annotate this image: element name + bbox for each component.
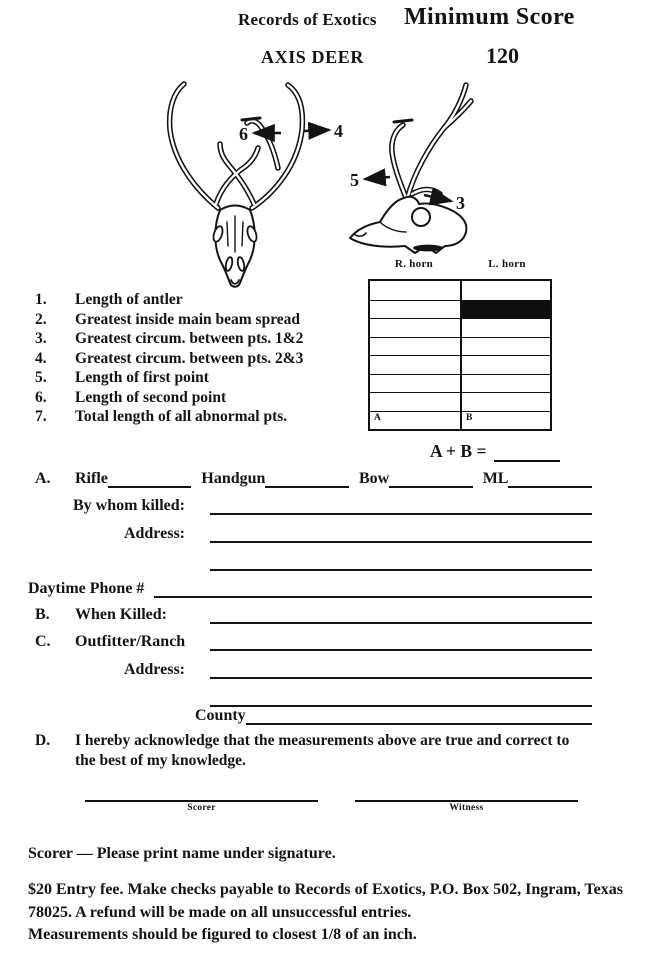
weapon-row xyxy=(35,469,592,488)
outfitter-ranch-label: Outfitter/Ranch xyxy=(75,632,186,650)
section-c-letter: C. xyxy=(35,632,51,650)
handgun-label: Handgun xyxy=(201,469,266,487)
score-cell[interactable] xyxy=(370,318,460,337)
list-item: 7. Total length of all abnormal pts. xyxy=(35,408,288,425)
total-b-cell[interactable] xyxy=(460,411,550,430)
score-cell[interactable] xyxy=(370,355,460,374)
hunter-address-row xyxy=(35,524,592,543)
by-whom-killed-field[interactable] xyxy=(210,496,592,515)
section-d-letter: D. xyxy=(35,732,51,749)
by-whom-killed-row xyxy=(35,496,592,515)
score-cell[interactable] xyxy=(370,281,460,300)
acknowledgement-section xyxy=(35,731,595,771)
bow-blank-field[interactable] xyxy=(389,469,473,488)
point-5-label: 5 xyxy=(350,170,359,190)
county-label: County xyxy=(195,706,246,724)
when-killed-label: When Killed: xyxy=(75,605,168,623)
score-cell[interactable] xyxy=(460,374,550,393)
outfitter-ranch-field[interactable] xyxy=(210,632,592,651)
witness-signature-caption: Witness xyxy=(449,803,484,813)
side-skull-illustration xyxy=(350,85,471,253)
county-row xyxy=(195,706,592,725)
witness-signature-field[interactable] xyxy=(355,786,578,802)
left-horn-column-header: L. horn xyxy=(488,258,526,270)
score-cell[interactable] xyxy=(370,392,460,411)
list-item: 6. Length of second point xyxy=(35,388,227,406)
bow-label: Bow xyxy=(358,469,390,487)
entry-fee-note: $20 Entry fee. Make checks payable to Records of Exotics, P.O. Box 502, Ingram, Texas 78025. A refund will be made on all unsuccessful entries. xyxy=(28,881,623,921)
measurement-definitions-list xyxy=(35,290,365,427)
list-item: 1. Length of antler xyxy=(35,291,183,308)
org-title: Records of Exotics xyxy=(238,10,377,29)
rifle-label: Rifle xyxy=(75,469,108,487)
sum-line xyxy=(430,441,560,462)
hunter-address-continued-row xyxy=(210,552,592,571)
score-cell[interactable] xyxy=(460,281,550,300)
rifle-blank-field[interactable] xyxy=(108,469,192,488)
scorer-signature-field[interactable] xyxy=(85,786,318,802)
right-horn-column-header: R. horn xyxy=(394,258,434,270)
outfitter-ranch-row xyxy=(35,632,592,651)
ml-blank-field[interactable] xyxy=(508,469,592,488)
hunter-address-label: Address: xyxy=(123,524,185,542)
handgun-blank-field[interactable] xyxy=(265,469,349,488)
daytime-phone-label: Daytime Phone # xyxy=(28,579,145,597)
measurement-precision-note: Measurements should be figured to closest 1/8 of an inch. xyxy=(28,926,417,943)
hunter-address-field[interactable] xyxy=(210,524,592,543)
front-skull-illustration xyxy=(170,84,303,287)
county-field[interactable] xyxy=(246,706,592,725)
ranch-address-field-2[interactable] xyxy=(210,688,592,707)
scorer-instruction-note: Scorer — Please print name under signature. xyxy=(28,845,336,862)
point-4-label: 4 xyxy=(334,121,343,141)
ranch-address-row xyxy=(35,660,592,679)
list-item: 2. Greatest inside main beam spread xyxy=(35,310,301,328)
score-cell[interactable] xyxy=(460,355,550,374)
when-killed-field[interactable] xyxy=(210,605,592,624)
list-item: 5. Length of first point xyxy=(35,369,209,386)
sum-blank-field[interactable] xyxy=(494,443,560,463)
ranch-address-label: Address: xyxy=(123,660,185,678)
daytime-phone-row xyxy=(28,579,592,598)
hunter-address-field-2[interactable] xyxy=(210,552,592,571)
total-a-label: A xyxy=(374,412,381,423)
total-a-cell[interactable] xyxy=(370,411,460,430)
witness-signature-block xyxy=(355,786,578,813)
acknowledgement-text: I hereby acknowledge that the measurements above are true and correct to the best of my knowledge. xyxy=(75,732,570,769)
sum-label: A + B = xyxy=(430,441,487,461)
score-entry-table xyxy=(368,279,552,431)
section-a-letter: A. xyxy=(35,469,51,487)
species-title: AXIS DEER xyxy=(261,47,364,67)
minimum-score-value: 120 xyxy=(486,43,519,68)
when-killed-row xyxy=(35,605,592,624)
score-cell[interactable] xyxy=(370,337,460,356)
ranch-address-continued-row xyxy=(210,688,592,707)
daytime-phone-field[interactable] xyxy=(154,579,592,598)
score-cell[interactable] xyxy=(370,300,460,319)
score-cell[interactable] xyxy=(460,392,550,411)
list-item: 3. Greatest circum. between pts. 1&2 xyxy=(35,330,304,347)
point-6-label: 6 xyxy=(239,124,248,144)
by-whom-killed-label: By whom killed: xyxy=(72,496,185,514)
point-4-callout xyxy=(304,121,343,141)
score-cell-blacked xyxy=(460,300,550,319)
minimum-score-label: Minimum Score xyxy=(404,4,575,30)
total-b-label: B xyxy=(466,412,473,423)
point-3-label: 3 xyxy=(456,193,465,213)
ranch-address-field[interactable] xyxy=(210,660,592,679)
score-cell[interactable] xyxy=(460,337,550,356)
antler-measurement-diagram xyxy=(118,76,510,288)
score-cell[interactable] xyxy=(460,318,550,337)
list-item: 4. Greatest circum. between pts. 2&3 xyxy=(35,349,304,367)
section-b-letter: B. xyxy=(35,605,50,623)
scorer-signature-block xyxy=(85,786,318,813)
ml-label: ML xyxy=(482,469,509,487)
score-cell[interactable] xyxy=(370,374,460,393)
scorer-signature-caption: Scorer xyxy=(187,803,216,813)
point-5-callout xyxy=(350,170,390,190)
